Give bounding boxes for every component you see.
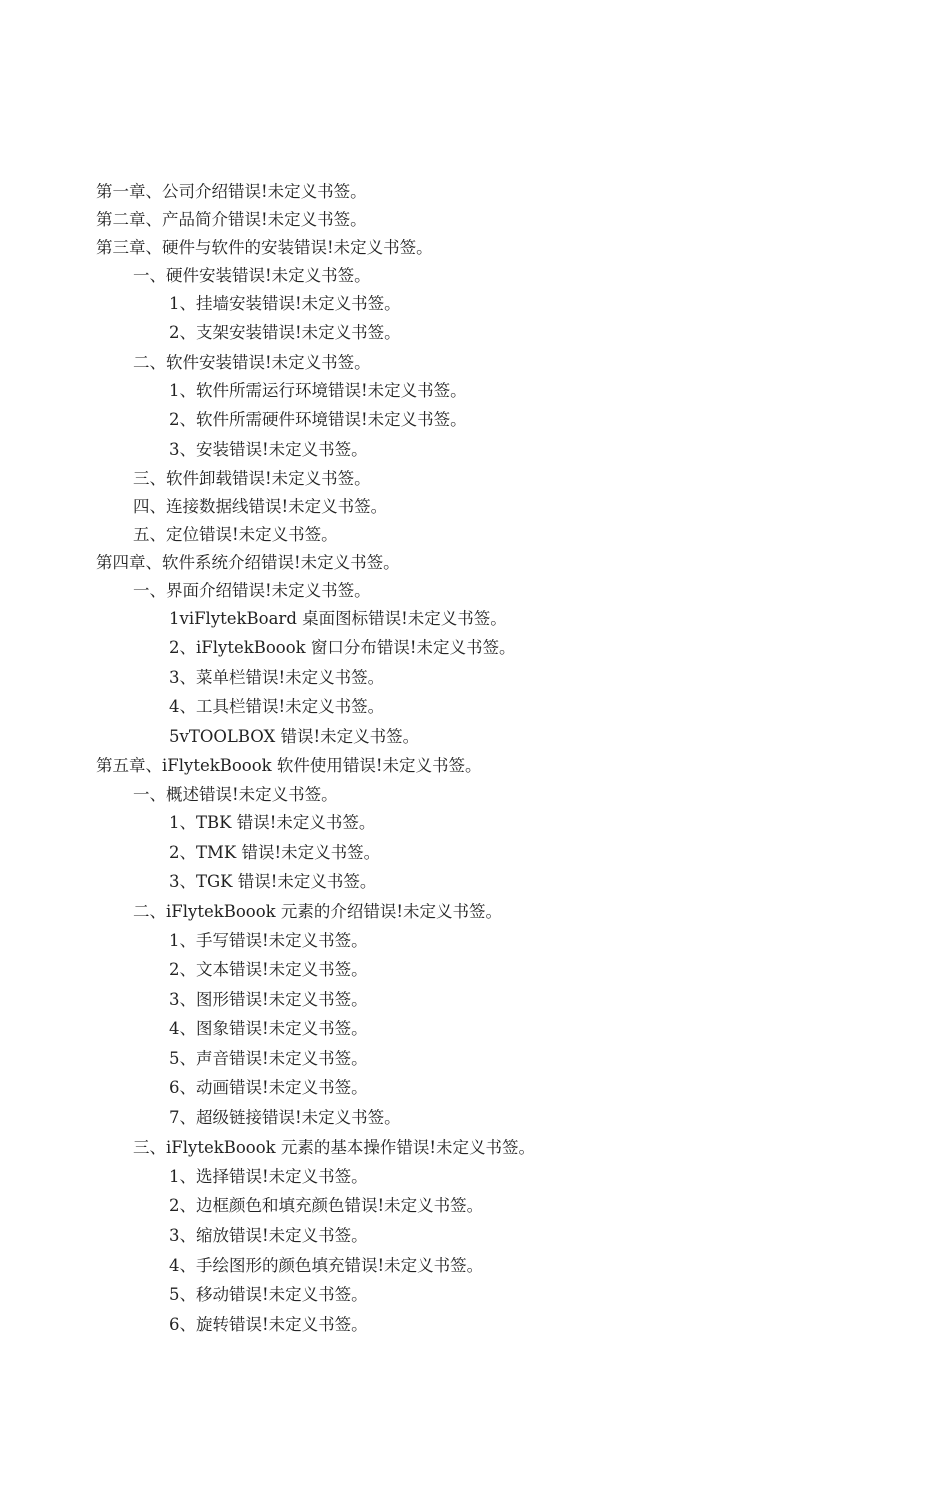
toc-entry-level-3[interactable]: 1、软件所需运行环境错误!未定义书签。 (169, 381, 467, 400)
toc-entry-level-1[interactable]: 第一章、公司介绍错误!未定义书签。 (96, 182, 367, 201)
toc-entry-level-2[interactable]: 三、软件卸载错误!未定义书签。 (133, 469, 371, 488)
toc-entry-level-3[interactable]: 3、TGK 错误!未定义书签。 (169, 872, 377, 891)
toc-entry-level-3[interactable]: 3、图形错误!未定义书签。 (169, 990, 368, 1009)
toc-entry-level-1[interactable]: 第四章、软件系统介绍错误!未定义书签。 (96, 553, 400, 572)
toc-entry-level-3[interactable]: 1、挂墙安装错误!未定义书签。 (169, 294, 401, 313)
toc-entry-level-1[interactable]: 第三章、硬件与软件的安装错误!未定义书签。 (96, 238, 433, 257)
toc-entry-level-1[interactable]: 第二章、产品简介错误!未定义书签。 (96, 210, 367, 229)
toc-entry-level-3[interactable]: 2、文本错误!未定义书签。 (169, 960, 368, 979)
toc-entry-level-2[interactable]: 三、iFlytekBoook 元素的基本操作错误!未定义书签。 (133, 1138, 536, 1157)
toc-entry-level-3[interactable]: 3、菜单栏错误!未定义书签。 (169, 668, 385, 687)
toc-entry-level-3[interactable]: 6、旋转错误!未定义书签。 (169, 1315, 368, 1334)
toc-entry-level-3[interactable]: 2、iFlytekBoook 窗口分布错误!未定义书签。 (169, 638, 516, 657)
toc-entry-level-3[interactable]: 2、软件所需硬件环境错误!未定义书签。 (169, 410, 467, 429)
toc-entry-level-3[interactable]: 3、安装错误!未定义书签。 (169, 440, 368, 459)
toc-entry-level-3[interactable]: 4、图象错误!未定义书签。 (169, 1019, 368, 1038)
toc-entry-level-2[interactable]: 一、硬件安装错误!未定义书签。 (133, 266, 371, 285)
toc-entry-level-3[interactable]: 4、手绘图形的颜色填充错误!未定义书签。 (169, 1256, 484, 1275)
toc-entry-level-2[interactable]: 一、概述错误!未定义书签。 (133, 785, 338, 804)
toc-entry-level-3[interactable]: 7、超级链接错误!未定义书签。 (169, 1108, 401, 1127)
toc-entry-level-2[interactable]: 二、iFlytekBoook 元素的介绍错误!未定义书签。 (133, 902, 503, 921)
toc-entry-level-2[interactable]: 四、连接数据线错误!未定义书签。 (133, 497, 388, 516)
toc-entry-level-3[interactable]: 5、声音错误!未定义书签。 (169, 1049, 368, 1068)
toc-entry-level-3[interactable]: 5、移动错误!未定义书签。 (169, 1285, 368, 1304)
toc-entry-level-1[interactable]: 第五章、iFlytekBoook 软件使用错误!未定义书签。 (96, 756, 482, 775)
toc-entry-level-3[interactable]: 1、选择错误!未定义书签。 (169, 1167, 368, 1186)
toc-entry-level-3[interactable]: 2、支架安装错误!未定义书签。 (169, 323, 401, 342)
toc-entry-level-3[interactable]: 6、动画错误!未定义书签。 (169, 1078, 368, 1097)
toc-entry-level-3[interactable]: 5vTOOLBOX 错误!未定义书签。 (169, 727, 420, 746)
toc-entry-level-2[interactable]: 五、定位错误!未定义书签。 (133, 525, 338, 544)
toc-entry-level-2[interactable]: 二、软件安装错误!未定义书签。 (133, 353, 371, 372)
toc-entry-level-3[interactable]: 3、缩放错误!未定义书签。 (169, 1226, 368, 1245)
toc-entry-level-3[interactable]: 2、边框颜色和填充颜色错误!未定义书签。 (169, 1196, 484, 1215)
toc-entry-level-2[interactable]: 一、界面介绍错误!未定义书签。 (133, 581, 371, 600)
toc-entry-level-3[interactable]: 1、手写错误!未定义书签。 (169, 931, 368, 950)
toc-entry-level-3[interactable]: 1viFlytekBoard 桌面图标错误!未定义书签。 (169, 609, 507, 628)
toc-entry-level-3[interactable]: 2、TMK 错误!未定义书签。 (169, 843, 381, 862)
toc-entry-level-3[interactable]: 1、TBK 错误!未定义书签。 (169, 813, 376, 832)
toc-entry-level-3[interactable]: 4、工具栏错误!未定义书签。 (169, 697, 385, 716)
